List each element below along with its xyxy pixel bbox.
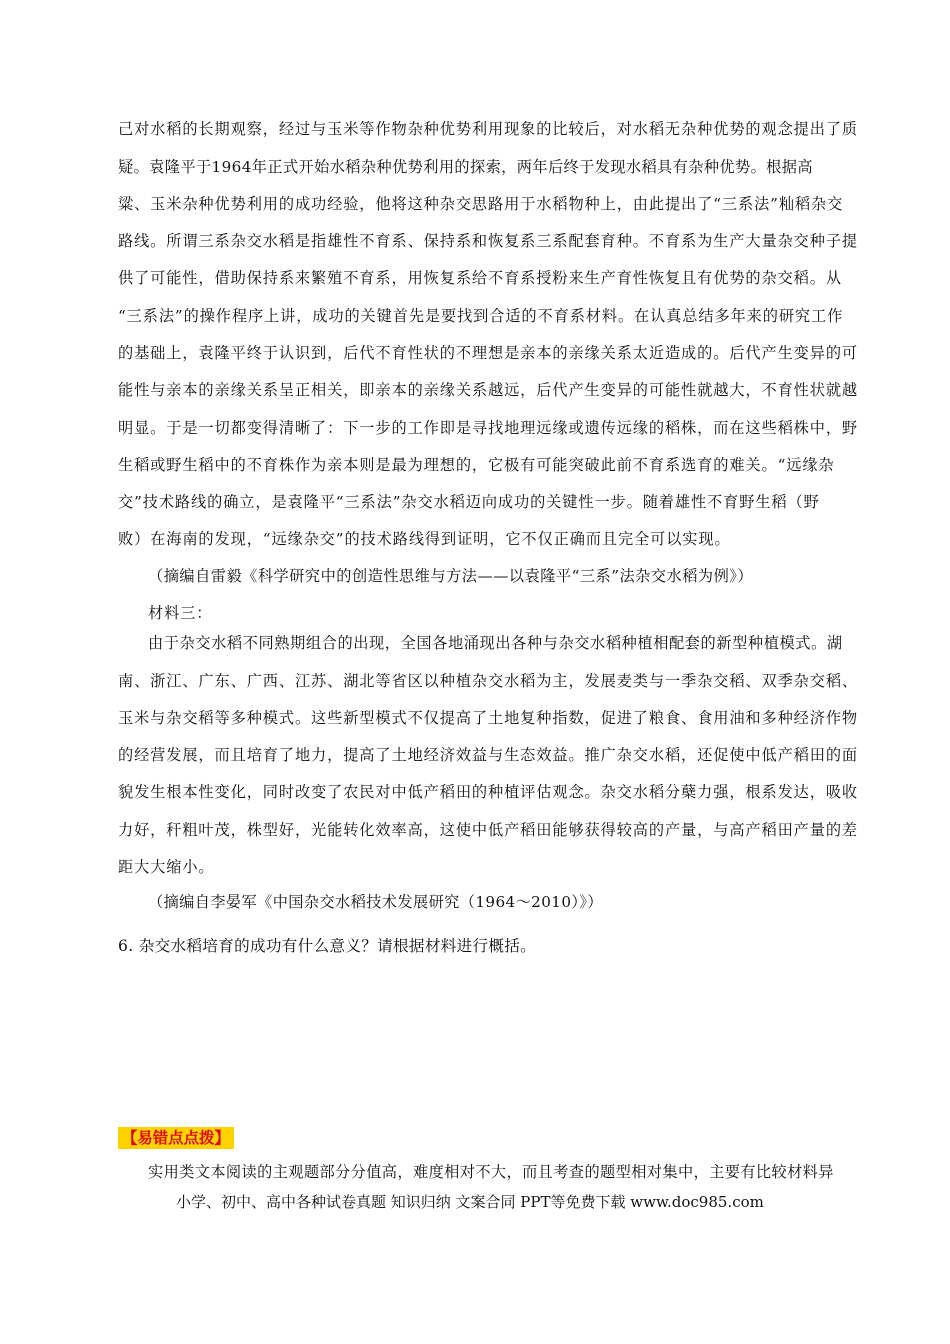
paragraph-line-13: 由于杂交水稻不同熟期组合的出现，全国各地涌现出各种与杂交水稻种植相配套的新型种植模式。湖 [148, 634, 843, 652]
source-citation-2: （摘编自李晏军《中国杂交水稻技术发展研究（1964～2010）》） [148, 893, 603, 911]
tip-label: 【易错点点拨】 [118, 1127, 234, 1149]
paragraph-line-12: 败）在海南的发现，“远缘杂交”的技术路线得到证明，它不仅正确而且完全可以实现。 [118, 530, 731, 548]
paragraph-line-7: 的基础上，袁隆平终于认识到，后代不育性状的不理想是亲本的亲缘关系太近造成的。后代产生变异的可 [118, 344, 859, 362]
paragraph-line-18: 力好，秆粗叶茂，株型好，光能转化效率高，这使中低产稻田能够获得较高的产量，与高产稻田产量的差 [118, 821, 859, 839]
tip-text: 实用类文本阅读的主观题部分分值高，难度相对不大，而且考查的题型相对集中，主要有比较材料异 [148, 1163, 834, 1181]
paragraph-line-11: 交”技术路线的确立，是袁隆平“三系法”杂交水稻迈向成功的关键性一步。随着雄性不育野生稻（野 [118, 493, 820, 511]
section-heading-material-3: 材料三： [148, 604, 213, 622]
paragraph-line-3: 粱、玉米杂种优势利用的成功经验，他将这种杂交思路用于水稻物种上，由此提出了“三系法”籼稻杂交 [118, 195, 844, 213]
paragraph-line-4: 路线。所谓三系杂交水稻是指雄性不育系、保持系和恢复系三系配套育种。不育系为生产大量杂交种子提 [118, 232, 859, 250]
source-citation-1: （摘编自雷毅《科学研究中的创造性思维与方法——以袁隆平“三系”法杂交水稻为例》） [148, 567, 754, 585]
paragraph-line-16: 的经营发展，而且培育了地力，提高了土地经济效益与生态效益。推广杂交水稻，还促使中低产稻田的面 [118, 746, 859, 764]
paragraph-line-8: 能性与亲本的亲缘关系呈正相关，即亲本的亲缘关系越远，后代产生变异的可能性就越大，不育性状就越 [118, 381, 859, 399]
paragraph-line-6: “三系法”的操作程序上讲，成功的关键首先是要找到合适的不育系材料。在认真总结多年来的研究工作 [118, 307, 844, 325]
footer-text: 小学、初中、高中各种试卷真题 知识归纳 文案合同 PPT等免费下载 www.doc985.com [176, 1193, 764, 1211]
paragraph-line-15: 玉米与杂交稻等多种模式。这些新型模式不仅提高了土地复种指数，促进了粮食、食用油和多种经济作物 [118, 709, 859, 727]
paragraph-line-19: 距大大缩小。 [118, 858, 215, 876]
question-6: 6. 杂交水稻培育的成功有什么意义？请根据材料进行概括。 [118, 937, 537, 955]
paragraph-line-10: 生稻或野生稻中的不育株作为亲本则是最为理想的，它极有可能突破此前不育系选育的难关。“远缘杂 [118, 456, 835, 474]
paragraph-line-17: 貌发生根本性变化，同时改变了农民对中低产稻田的种植评估观念。杂交水稻分蘖力强，根系发达，吸收 [118, 783, 859, 801]
paragraph-line-1: 己对水稻的长期观察，经过与玉米等作物杂种优势利用现象的比较后，对水稻无杂种优势的观念提出了质 [118, 120, 859, 138]
paragraph-line-2: 疑。袁隆平于1964年正式开始水稻杂种优势利用的探索，两年后终于发现水稻具有杂种优势。根据高 [118, 158, 813, 176]
paragraph-line-14: 南、浙江、广东、广西、江苏、湖北等省区以种植杂交水稻为主，发展麦类与一季杂交稻、双季杂交稻、 [118, 672, 859, 690]
paragraph-line-5: 供了可能性，借助保持系来繁殖不育系，用恢复系给不育系授粉来生产育性恢复且有优势的杂交稻。从 [118, 269, 842, 287]
paragraph-line-9: 明显。于是一切都变得清晰了：下一步的工作即是寻找地理远缘或遗传远缘的稻株，而在这些稻株中，野 [118, 419, 859, 437]
